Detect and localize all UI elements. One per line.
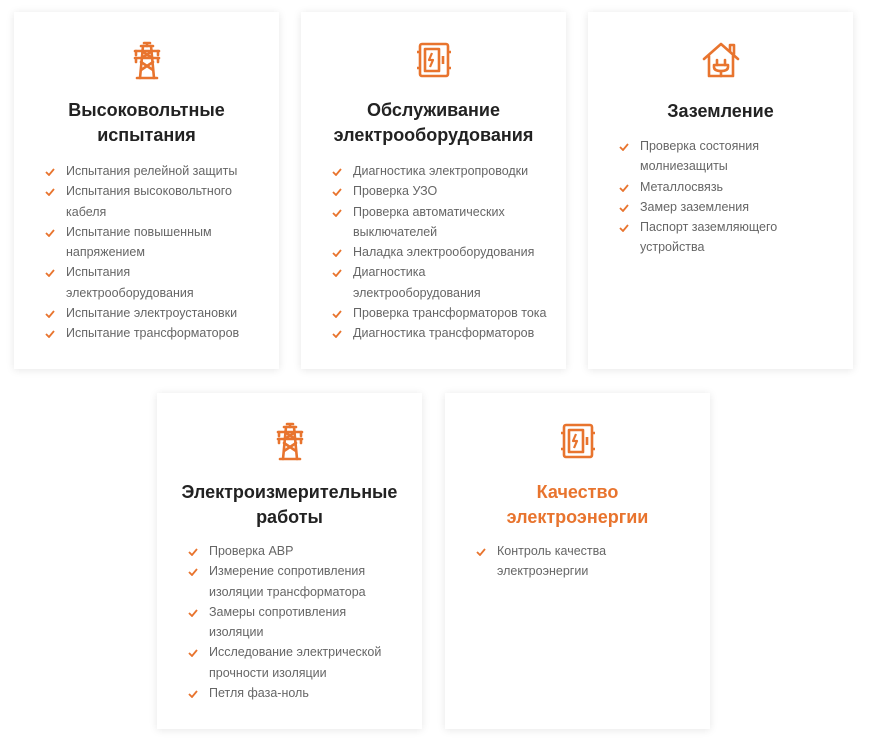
list-item: Наладка электрооборудования <box>329 242 547 262</box>
check-icon <box>188 602 198 622</box>
check-icon <box>619 217 629 237</box>
service-card-high-voltage[interactable] <box>14 12 279 369</box>
list-item: Испытание повышенным напряжением <box>42 222 239 263</box>
service-card-power-quality[interactable] <box>445 393 710 729</box>
check-icon <box>45 262 55 282</box>
check-icon <box>45 161 55 181</box>
check-icon <box>45 323 55 343</box>
list-item: Испытание трансформаторов <box>42 323 239 343</box>
list-item: Замер заземления <box>616 197 777 217</box>
check-icon <box>619 177 629 197</box>
service-card-equipment-maintenance[interactable] <box>301 12 566 369</box>
service-list <box>329 161 547 344</box>
list-item: Петля фаза-ноль <box>185 683 381 703</box>
list-item: Испытания релейной защиты <box>42 161 239 181</box>
list-item: Диагностика трансформаторов <box>329 323 547 343</box>
power-tower-icon <box>270 421 310 461</box>
grounded-house-icon <box>701 40 741 80</box>
power-tower-icon <box>127 40 167 80</box>
check-icon <box>332 242 342 262</box>
check-icon <box>476 541 486 561</box>
list-item: Диагностика электропроводки <box>329 161 547 181</box>
list-item: Исследование электрической прочности изоляции <box>185 642 381 683</box>
list-item: Металлосвязь <box>616 177 777 197</box>
check-icon <box>45 181 55 201</box>
electrical-panel-icon <box>414 40 454 80</box>
electrical-panel-icon <box>558 421 598 461</box>
list-item: Проверка АВР <box>185 541 381 561</box>
service-card-electrical-measurement[interactable] <box>157 393 422 729</box>
list-item: Проверка состояния молниезащиты <box>616 136 777 177</box>
check-icon <box>45 222 55 242</box>
card-title: Заземление <box>667 101 774 121</box>
check-icon <box>619 136 629 156</box>
check-icon <box>332 181 342 201</box>
card-title: Электроизмерительные работы <box>181 482 398 527</box>
list-item: Проверка УЗО <box>329 181 547 201</box>
list-item: Испытание электроустановки <box>42 303 239 323</box>
check-icon <box>619 197 629 217</box>
list-item: Паспорт заземляющего устройства <box>616 217 777 258</box>
check-icon <box>188 541 198 561</box>
check-icon <box>188 642 198 662</box>
check-icon <box>332 161 342 181</box>
list-item: Проверка автоматических выключателей <box>329 202 547 243</box>
service-list <box>616 136 777 258</box>
card-title[interactable]: Качество электроэнергии <box>506 482 649 527</box>
list-item: Контроль качества электроэнергии <box>473 541 606 582</box>
check-icon <box>332 323 342 343</box>
service-list <box>42 161 239 344</box>
service-list <box>185 541 381 703</box>
service-card-grounding[interactable] <box>588 12 853 369</box>
check-icon <box>332 202 342 222</box>
check-icon <box>188 683 198 703</box>
list-item: Проверка трансформаторов тока <box>329 303 547 323</box>
card-title: Высоковольтные испытания <box>68 100 225 145</box>
list-item: Испытания высоковольтного кабеля <box>42 181 239 222</box>
list-item: Измерение сопротивления изоляции трансформатора <box>185 561 381 602</box>
list-item: Испытания электрооборудования <box>42 262 239 303</box>
service-list <box>473 541 606 582</box>
list-item: Диагностика электрооборудования <box>329 262 547 303</box>
card-title: Обслуживание электрооборудования <box>333 100 534 145</box>
check-icon <box>332 262 342 282</box>
check-icon <box>332 303 342 323</box>
check-icon <box>188 561 198 581</box>
list-item: Замеры сопротивления изоляции <box>185 602 381 643</box>
check-icon <box>45 303 55 323</box>
